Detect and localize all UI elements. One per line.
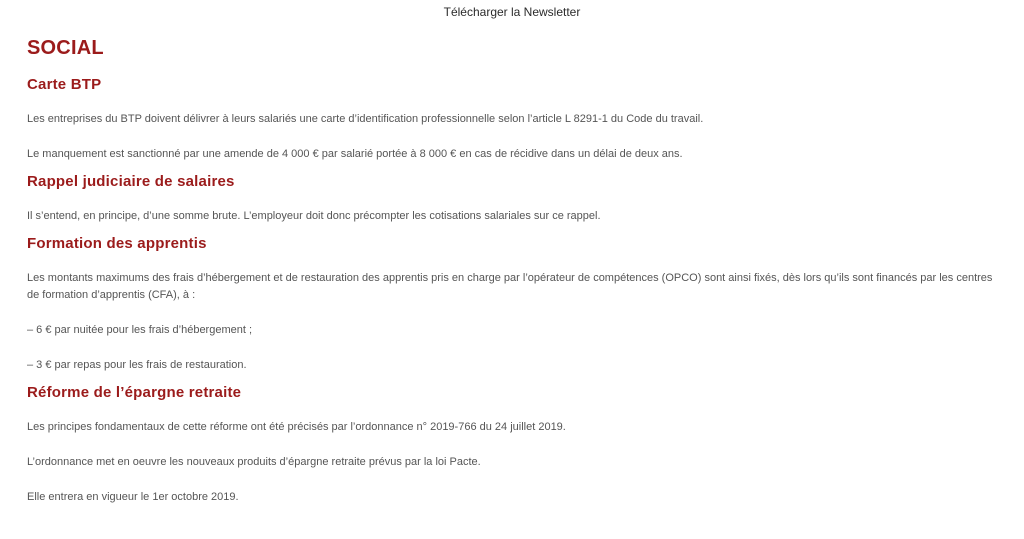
heading-carte-btp: Carte BTP <box>27 76 102 93</box>
paragraph: Les montants maximums des frais d’hébergement et de restauration des apprentis pris en charge par l’opérateur de compétences (OPCO) sont ainsi fixés, dès lors qu’ils sont financés par les centres de formation d’apprentis (CFA), à : <box>27 272 993 301</box>
article-content <box>27 36 1007 506</box>
paragraph: Elle entrera en vigueur le 1er octobre 2019. <box>27 491 239 503</box>
heading-formation-apprentis: Formation des apprentis <box>27 235 207 252</box>
heading-reforme-epargne: Réforme de l’épargne retraite <box>27 384 242 401</box>
paragraph: Les entreprises du BTP doivent délivrer à leurs salariés une carte d’identification professionnelle selon l’article L 8291-1 du Code du travail. <box>27 113 704 125</box>
heading-rappel-salaires: Rappel judiciaire de salaires <box>27 173 235 190</box>
paragraph: L’ordonnance met en oeuvre les nouveaux produits d’épargne retraite prévus par la loi Pacte. <box>27 456 481 468</box>
paragraph: Le manquement est sanctionné par une amende de 4 000 € par salarié portée à 8 000 € en cas de récidive dans un délai de deux ans. <box>27 148 683 160</box>
section-title: SOCIAL <box>27 37 104 59</box>
paragraph: – 3 € par repas pour les frais de restauration. <box>27 359 247 371</box>
paragraph: Il s’entend, en principe, d’une somme brute. L’employeur doit donc précompter les cotisations salariales sur ce rappel. <box>27 210 601 222</box>
newsletter-download-link[interactable]: Télécharger la Newsletter <box>443 5 581 19</box>
paragraph: Les principes fondamentaux de cette réforme ont été précisés par l’ordonnance n° 2019-766 du 24 juillet 2019. <box>27 421 566 433</box>
paragraph: – 6 € par nuitée pour les frais d’hébergement ; <box>27 324 253 336</box>
